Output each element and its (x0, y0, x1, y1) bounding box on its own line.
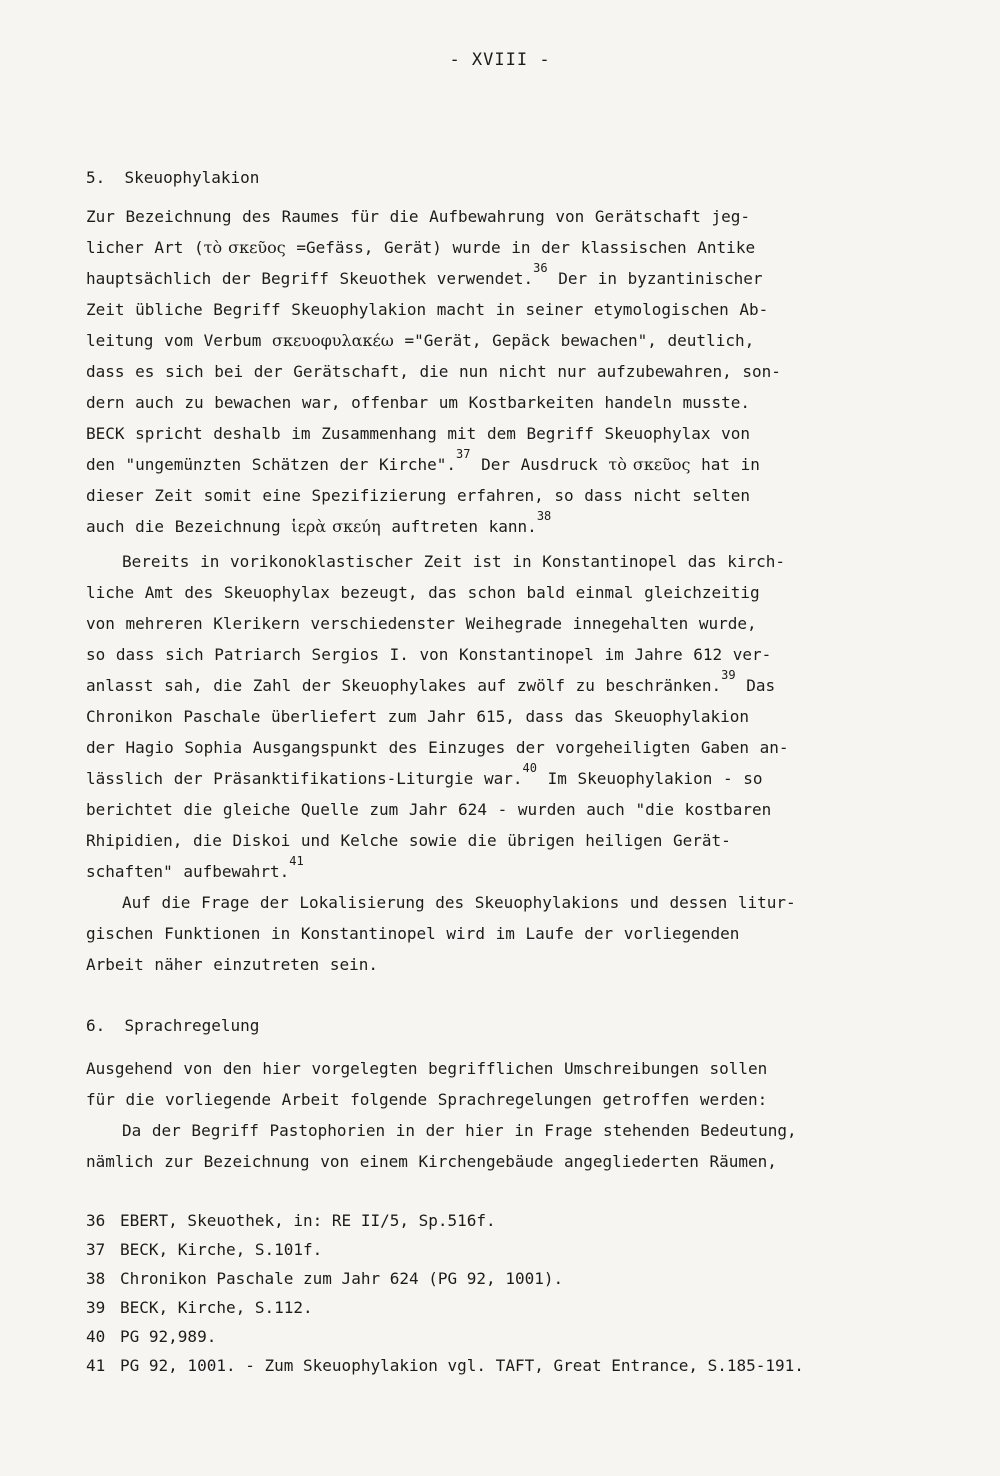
greek-term: τὸ σκεῦος (203, 238, 286, 257)
footnote-ref-39: 39 (721, 668, 736, 682)
text-line: auch die Bezeichnung ἱερὰ σκεύη auftreten kann.$^{38}$ (86, 509, 552, 536)
text-line: für die vorliegende Arbeit folgende Sprachregelungen getroffen werden: (86, 1090, 768, 1109)
footnote: 38 Chronikon Paschale zum Jahr 624 (PG 92, 1001). (86, 1269, 564, 1288)
text-line: Zeit übliche Begriff Skeuophylakion macht in seiner etymologischen Ab- (86, 300, 769, 319)
text-line: liche Amt des Skeuophylax bezeugt, das schon bald einmal gleichzeitig (86, 583, 760, 602)
text-line: gischen Funktionen in Konstantinopel wird im Laufe der vorliegenden (86, 924, 740, 943)
page-number: - XVIII - (449, 50, 551, 70)
paragraph-sprachregelung-intro (86, 1053, 946, 1177)
text-line: schaften" aufbewahrt.$^{41}$ (86, 854, 304, 881)
footnote-ref-41: 41 (289, 854, 304, 868)
text-line: berichtet die gleiche Quelle zum Jahr 624 - wurden auch "die kostbaren (86, 800, 772, 819)
text-line: Ausgehend von den hier vorgelegten begrifflichen Umschreibungen sollen (86, 1059, 768, 1078)
text-line: von mehreren Klerikern verschiedenster Weihegrade innegehalten wurde, (86, 614, 757, 633)
paragraph-localisation (86, 887, 946, 980)
footnote: 36 EBERT, Skeuothek, in: RE II/5, Sp.516f. (86, 1211, 496, 1230)
text-line: licher Art (τὸ σκεῦος =Gefäss, Gerät) wurde in der klassischen Antike (86, 238, 756, 257)
text-line: leitung vom Verbum σκευοφυλακέω ="Gerät, Gepäck bewachen", deutlich, (86, 331, 755, 350)
footnote: 39 BECK, Kirche, S.112. (86, 1298, 313, 1317)
footnote: 37 BECK, Kirche, S.101f. (86, 1240, 323, 1259)
text-line: den "ungemünzten Schätzen der Kirche".$^{37}$ Der Ausdruck τὸ σκεῦος hat in (86, 447, 760, 474)
section-heading-skeuophylakion: 5. Skeuophylakion (86, 168, 260, 187)
text-line: anlasst sah, die Zahl der Skeuophylakes auf zwölf zu beschränken.$^{39}$ Das (86, 668, 776, 695)
text-line: lässlich der Präsanktifikations-Liturgie war.$^{40}$ Im Skeuophylakion - so (86, 761, 763, 788)
text-line: Chronikon Paschale überliefert zum Jahr 615, dass das Skeuophylakion (86, 707, 750, 726)
text-line: Da der Begriff Pastophorien in der hier in Frage stehenden Bedeutung, (122, 1121, 797, 1140)
text-line: hauptsächlich der Begriff Skeuothek verwendet.$^{36}$ Der in byzantinischer (86, 261, 763, 288)
footnote-ref-40: 40 (522, 761, 537, 775)
text-line: dern auch zu bewachen war, offenbar um Kostbarkeiten handeln musste. (86, 393, 751, 412)
text-line: der Hagio Sophia Ausgangspunkt des Einzuges der vorgeheiligten Gaben an- (86, 738, 789, 757)
footnotes (86, 1206, 966, 1380)
footnote: 41 PG 92, 1001. - Zum Skeuophylakion vgl. TAFT, Great Entrance, S.185-191. (86, 1356, 804, 1375)
footnote-ref-38: 38 (536, 509, 552, 523)
text-line: nämlich zur Bezeichnung von einem Kirchengebäude angegliederten Räumen, (86, 1152, 777, 1171)
text-line: Bereits in vorikonoklastischer Zeit ist in Konstantinopel das kirch- (122, 552, 786, 571)
text-line: Rhipidien, die Diskoi und Kelche sowie die übrigen heiligen Gerät- (86, 831, 731, 850)
text-line: Auf die Frage der Lokalisierung des Skeuophylakions und dessen litur- (122, 893, 796, 912)
footnote: 40 PG 92,989. (86, 1327, 217, 1346)
greek-term: ἱερὰ σκεύη (291, 517, 381, 536)
greek-term: τὸ σκεῦος (608, 455, 691, 474)
text-line: Arbeit näher einzutreten sein. (86, 955, 378, 974)
paragraph-skeuophylakion-definition (86, 201, 946, 542)
section-heading-sprachregelung: 6. Sprachregelung (86, 1016, 260, 1035)
paragraph-skeuophylax-office (86, 546, 946, 887)
text-line: so dass sich Patriarch Sergios I. von Konstantinopel im Jahre 612 ver- (86, 645, 772, 664)
text-line: dass es sich bei der Gerätschaft, die nun nicht nur aufzubewahren, son- (86, 362, 781, 381)
footnote-ref-37: 37 (456, 447, 471, 461)
footnote-ref-36: 36 (533, 261, 548, 275)
text-line: dieser Zeit somit eine Spezifizierung erfahren, so dass nicht selten (86, 486, 751, 505)
text-line: Zur Bezeichnung des Raumes für die Aufbewahrung von Gerätschaft jeg- (86, 207, 751, 226)
greek-term: σκευοφυλακέω (272, 331, 394, 350)
text-line: BECK spricht deshalb im Zusammenhang mit dem Begriff Skeuophylax von (86, 424, 751, 443)
